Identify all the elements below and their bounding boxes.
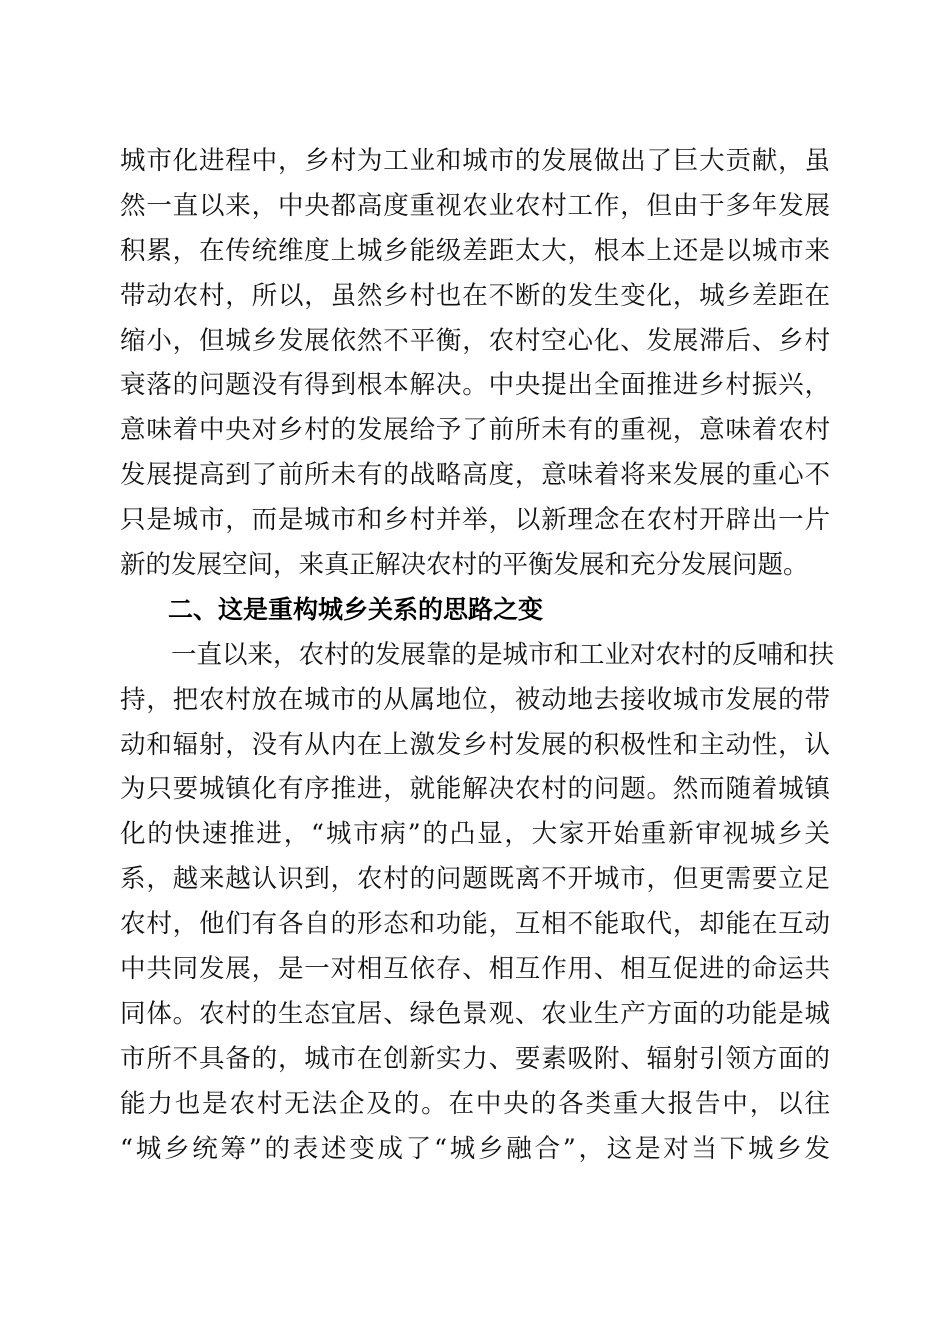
text-line: 缩小，但城乡发展依然不平衡，农村空心化、发展滞后、乡村 [120,325,830,356]
text-line: 意味着中央对乡村的发展给予了前所未有的重视，意味着农村 [120,415,830,446]
text-line: 然一直以来，中央都高度重视农业农村工作，但由于多年发展 [120,190,830,221]
text-line: “城乡统筹”的表述变成了“城乡融合”，这是对当下城乡发 [120,1133,830,1164]
paragraph-2 [120,633,835,1172]
text-line: 中共同发展，是一对相互依存、相互作用、相互促进的命运共 [120,954,830,985]
text-line: 积累，在传统维度上城乡能级差距太大，根本上还是以城市来 [120,235,830,266]
text-line: 系，越来越认识到，农村的问题既离不开城市，但更需要立足 [120,864,830,895]
text-line: 只是城市，而是城市和乡村并举，以新理念在农村开辟出一片 [120,505,830,536]
text-line: 发展提高到了前所未有的战略高度，意味着将来发展的重心不 [120,460,830,491]
text-line: 衰落的问题没有得到根本解决。中央提出全面推进乡村振兴， [120,370,830,401]
text-line: 市所不具备的，城市在创新实力、要素吸附、辐射引领方面的 [120,1043,830,1074]
text-line: 新的发展空间，来真正解决农村的平衡发展和充分发展问题。 [120,550,809,581]
text-line: 带动农村，所以，虽然乡村也在不断的发生变化，城乡差距在 [120,280,830,311]
text-line: 动和辐射，没有从内在上激发乡村发展的积极性和主动性，认 [120,729,830,760]
text-line: 能力也是农村无法企及的。在中央的各类重大报告中，以往 [120,1088,830,1119]
text-line: 城市化进程中，乡村为工业和城市的发展做出了巨大贡献，虽 [120,146,830,176]
text-line: 农村，他们有各自的形态和功能，互相不能取代，却能在互动 [120,909,830,940]
text-line: 同体。农村的生态宜居、绿色景观、农业生产方面的功能是城 [120,998,830,1029]
paragraph-1 [120,139,830,588]
text-line: 一直以来，农村的发展靠的是城市和工业对农村的反哺和扶 [171,639,835,670]
text-line: 为只要城镇化有序推进，就能解决农村的问题。然而随着城镇 [120,774,830,805]
text-line: 化的快速推进，“城市病”的凸显，大家开始重新审视城乡关 [120,819,830,850]
section-heading: 二、这是重构城乡关系的思路之变 [168,594,544,624]
text-line: 持，把农村放在城市的从属地位，被动地去接收城市发展的带 [120,684,830,715]
document-body [120,139,835,1171]
